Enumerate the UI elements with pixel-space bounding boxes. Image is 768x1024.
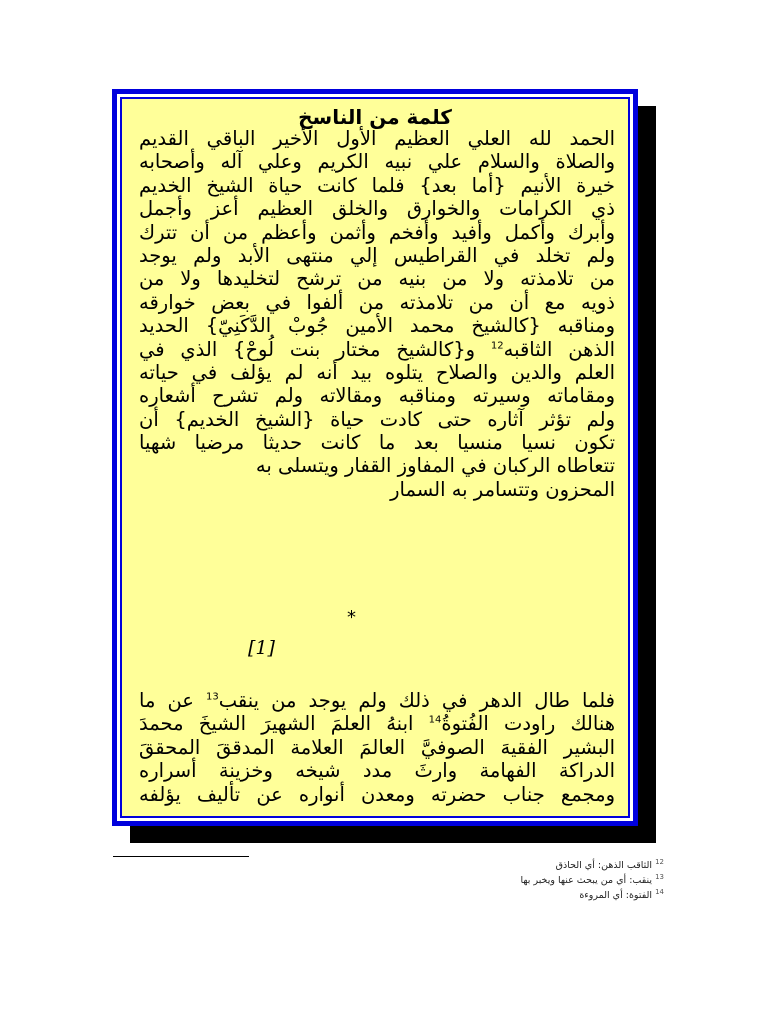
footnote-ref-13[interactable]: 13	[206, 691, 219, 703]
footnote	[521, 858, 664, 873]
text-line: البشير الفقيهَ الصوفيَّ العالمَ العلامة المدققَ المحققَ	[139, 735, 615, 759]
footnote	[521, 888, 664, 903]
footnotes	[521, 858, 664, 903]
text-line: والصلاة والسلام علي نبيه الكريم وعلي آله وأصحابه	[139, 150, 615, 174]
footnote-number: 14	[655, 887, 664, 896]
text-line: العلم والدين والصلاح يتلوه بيد أنه لم يؤلف في حياته	[139, 360, 615, 384]
text-line: تكون نسيا منسيا بعد ما كانت حديثا مرضيا شهيا	[139, 431, 615, 455]
text-span: و{كالشيخ مختار بنت لُوحْ} الذي في	[139, 337, 476, 361]
footnote-text: الفتوة: أي المروءة	[579, 890, 653, 901]
text-line: الحمد لله العلي العظيم الأول الأخير الباقي القديم	[139, 127, 615, 150]
text-line: ومقاماته وسيرته ومناقبه ومقالاته ولم تشرح أشعاره	[139, 384, 615, 408]
text-line	[139, 712, 615, 735]
text-span: الذهن الثاقبه	[503, 337, 615, 361]
text-line: وأبرك وأكمل وأفيد وأفخم وأثمن وأعظم من أن تترك	[139, 220, 615, 244]
text-span: هنالك راودت الفُتوةُ	[441, 712, 615, 736]
text-line: ذي الكرامات والخوارق والخلق العظيم أعز وأجمل	[139, 197, 615, 221]
text-line	[139, 689, 615, 712]
paragraph-2	[139, 689, 615, 806]
footnote-ref-14[interactable]: 14	[428, 714, 442, 726]
text-line: ومجمع جناب حضرته ومعدن أنواره عن تأليف يؤلفه	[139, 782, 615, 806]
text-line: ولم تؤثر آثاره حتى كادت حياة {الشيخ الخديم} أن	[139, 407, 615, 431]
text-span: فلما طال الدهر في ذلك ولم يوجد من ينقب	[218, 689, 615, 712]
text-line: ومناقبه {كالشيخ محمد الأمين جُوبْ الدَّكَنِيّ} الحديد	[139, 314, 615, 338]
text-line: ذويه مع أن من تلامذته من ألفوا في بعض خوارقه	[139, 290, 615, 314]
text-line: خيرة الأنيم {أما بعد} فلما كانت حياة الشيخ الخديم	[139, 173, 615, 197]
reference-marker: [1]	[248, 637, 275, 659]
text-line: تتعاطاه الركبان في المفاوز القفار ويتسلى به	[255, 454, 615, 478]
text-line: الدراكة الفهامة وارثَ مدد شيخه وخزينة أسراره	[139, 759, 615, 783]
footnote-separator	[113, 856, 249, 857]
text-line	[139, 338, 615, 361]
paragraph-1	[139, 127, 615, 501]
footnote-number: 12	[655, 857, 664, 866]
text-span: ابنهُ العلمَ الشهيرَ الشيخَ محمدَ	[139, 712, 414, 736]
text-span: عن ما	[139, 689, 194, 712]
text-box	[122, 99, 628, 816]
text-line: المحزون وتتسامر به السمار	[390, 477, 615, 501]
footnote-ref-12[interactable]: 12	[490, 340, 504, 352]
separator-asterisk: *	[347, 607, 356, 628]
page-title: كلمة من الناسخ	[298, 105, 452, 129]
text-line: من تلامذته ولا من بنيه من ترشح لتخليدها ولا من	[139, 267, 615, 291]
footnote-number: 13	[655, 872, 664, 881]
footnote-text: ينقب: أي من يبحث عنها ويخبر بها	[520, 875, 653, 886]
footnote	[521, 873, 664, 888]
footnote-text: الثاقب الذهن: أي الحاذق	[555, 860, 653, 871]
text-line: ولم تخلد في القراطيس إلي منتهى الأبد ولم يوجد	[139, 243, 615, 267]
page-frame	[112, 89, 638, 826]
